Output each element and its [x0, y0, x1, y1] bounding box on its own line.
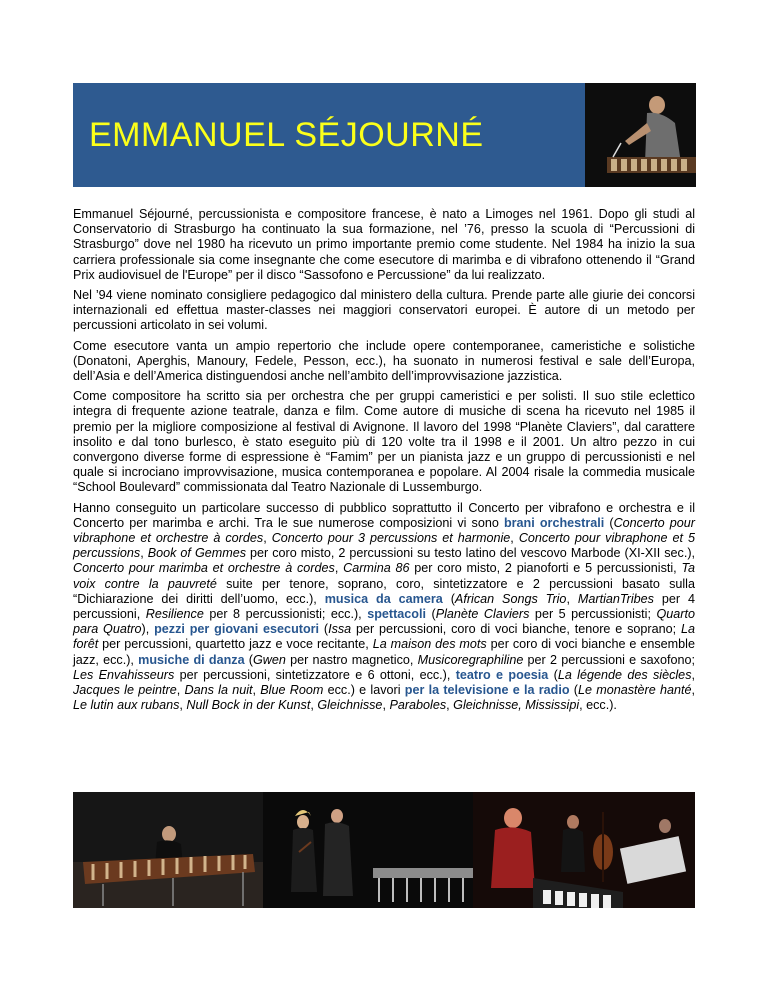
text-segment: ecc.) e lavori [323, 683, 405, 698]
work-title: Le monastère hanté [577, 683, 692, 698]
title-banner [73, 83, 585, 187]
text-segment: , ecc.). [579, 698, 617, 713]
text-segment: , [510, 531, 519, 546]
work-title: Concerto pour vibraphone et 5 percussions [73, 531, 695, 561]
text-segment: per percussioni, coro di voci bianche, tenore e soprano; [351, 622, 681, 637]
work-title: Quarto para Quatro [73, 607, 695, 637]
text-segment: ), [141, 622, 155, 637]
text-segment: per 8 percussionisti; ecc.), [203, 607, 368, 622]
text-segment: ( [569, 683, 578, 698]
category-dance: musiche di danza [138, 652, 245, 667]
text-segment: , [446, 698, 454, 713]
text-segment: ( [548, 667, 558, 682]
text-segment: per 4 percussioni, [73, 591, 695, 622]
text-segment: per coro di voci bianche e ensemble jazz, ecc.), [73, 637, 695, 667]
text-segment: , [252, 683, 261, 698]
text-segment: per nastro magnetico, [285, 652, 418, 667]
text-segment: suite per tenore, soprano, coro, sintetizzatore e 2 percussioni basato sulla “Dichiarazione dei diritti dell’uomo, ecc.), [73, 576, 695, 606]
text-segment: per coro misto, 2 pianoforti e 5 percussionisti, [409, 561, 682, 576]
category-orchestral: brani orchestrali [503, 515, 605, 530]
work-title: Concerto pour marimba et orchestre à cordes [73, 561, 335, 576]
portrait-vibraphone-icon [585, 83, 696, 187]
marimba-performance-icon [73, 792, 263, 908]
work-title: Paraboles [389, 698, 447, 713]
category-shows: spettacoli [367, 607, 426, 622]
work-title: Les Envahisseurs [73, 667, 175, 682]
work-title: Blue Room [260, 683, 324, 698]
text-segment: ( [244, 652, 253, 667]
jazz-ensemble-icon [473, 792, 695, 908]
text-segment: ( [319, 622, 329, 637]
work-title: Dans la nuit [184, 683, 253, 698]
text-segment: , [382, 698, 390, 713]
work-title: La forêt [73, 622, 695, 652]
paragraph-performer: Come esecutore vanta un ampio repertorio che include opere contemporanee, cameristiche e solistiche (Donatoni, Aperghis, Manoury, Fedele, Pesson, ecc.), ha suonato in numerosi festival e sale dell’Europa, dell’Asia e dell’America distinguendosi anche nell’ambito dell’improvvisazione jazzistica. [73, 338, 695, 384]
page-title: EMMANUEL SÉJOURNÉ [89, 116, 484, 154]
text-segment: , [263, 531, 272, 546]
text-segment: , [310, 698, 318, 713]
work-title: Resilience [145, 607, 204, 622]
work-title: Musicoregraphiline [417, 652, 524, 667]
text-segment: , [691, 667, 695, 682]
text-segment: , [334, 561, 344, 576]
text-segment: per percussioni, sintetizzatore e 6 ottoni, ecc.), [174, 667, 456, 682]
biography-text [73, 207, 695, 719]
work-title: Gleichnisse [317, 698, 383, 713]
paragraph-works [73, 501, 695, 714]
work-title: Planète Claviers [435, 607, 530, 622]
text-segment: ( [604, 515, 614, 530]
category-young-performers: pezzi per giovani esecutori [154, 622, 320, 637]
text-segment: , [176, 683, 185, 698]
work-title: Gleichnisse, Mississipi [453, 698, 580, 713]
paragraph-intro: Emmanuel Séjourné, percussionista e compositore francese, è nato a Limoges nel 1961. Dopo gli studi al Conservatorio di Strasburgo ha continuato la sua formazione, nel ’76, presso la scuola di “Percussioni di Strasburgo” dove nel 1980 ha ricevuto un primo importante premio come studente. Nel 1984 ha inizio la sua carriera professionale sia come insegnante che come esecutore di marimba e di vibrafono ottenendo il “Grand Prix audiovisuel de l'Europe” per il disco “Sassofono e Percussione” da lui realizzato. [73, 207, 695, 282]
category-tv-radio: per la televisione e la radio [404, 683, 570, 698]
text-segment: , [566, 591, 578, 606]
text-segment: per coro misto, 2 percussioni su testo latino del vescovo Marbode (XI-XII sec.), [246, 546, 696, 561]
text-segment: , [179, 698, 187, 713]
work-title: Gwen [253, 652, 286, 667]
text-segment: , [140, 546, 148, 561]
duo-performance-icon [263, 792, 473, 908]
work-title: MartianTribes [577, 591, 654, 606]
category-theatre: teatro e poesia [455, 667, 549, 682]
work-title: Null Bock in der Kunst [186, 698, 311, 713]
work-title: Carmina 86 [343, 561, 410, 576]
paragraph-pedagogy: Nel ’94 viene nominato consigliere pedagogico dal ministero della cultura. Prende parte alle giurie dei concorsi internazionali ed effettua master-classes nei maggiori conservatori europei. È autore di un metodo per percussioni articolato in sei volumi. [73, 288, 695, 333]
work-title: La maison des mots [372, 637, 487, 652]
work-title: Ta voix contre la pauvreté [73, 561, 696, 591]
work-title: Concerto pour vibraphone et orchestre à cordes [73, 515, 695, 546]
text-segment: ( [425, 607, 436, 622]
text-segment: per 5 percussionisti; [529, 607, 657, 622]
work-title: Jacques le peintre [73, 683, 177, 698]
work-title: La légende des siècles [557, 667, 692, 682]
work-title: African Songs Trio [454, 591, 567, 606]
work-title: Issa [328, 622, 352, 637]
text-segment: Hanno conseguito un particolare successo di pubblico soprattutto il Concerto per vibrafono e orchestra e il Concerto per marimba e archi. Tra le sue numerose composizioni vi sono [73, 500, 695, 530]
paragraph-composer: Come compositore ha scritto sia per orchestra che per gruppi cameristici e per solisti. Il suo stile eclettico integra di frequente azione teatrale, danza e film. Come autore di musiche di scena ha ricevuto nel 1985 il premio per la migliore composizione al festival di Avignone. Il lavoro del 1998 “Planète Claviers”, dal carattere insolito e dal tono burlesco, è stato eseguito più di 120 volte tra il 1998 e il 2001. Un altro pezzo in cui convergono diverse forme di espressione è “Famim” per un pianista jazz e un gruppo di percussionisti e nel quale si incrociano improvvisazione, musica contemporanea e popolare. Al 2004 risale la commedia musicale “School Boulevard” commissionata dal Teatro Nazionale di Lussemburgo. [73, 389, 695, 495]
work-title: Concerto pour 3 percussions et harmonie [271, 531, 511, 546]
text-segment: , [691, 683, 695, 698]
text-segment: ( [442, 591, 455, 606]
category-chamber: musica da camera [324, 591, 443, 606]
work-title: Book of Gemmes [147, 546, 247, 561]
text-segment: per percussioni, quartetto jazz e voce recitante, [98, 637, 373, 652]
work-title: Le lutin aux rubans [73, 698, 180, 713]
text-segment: per 2 percussioni e saxofono; [523, 652, 695, 667]
